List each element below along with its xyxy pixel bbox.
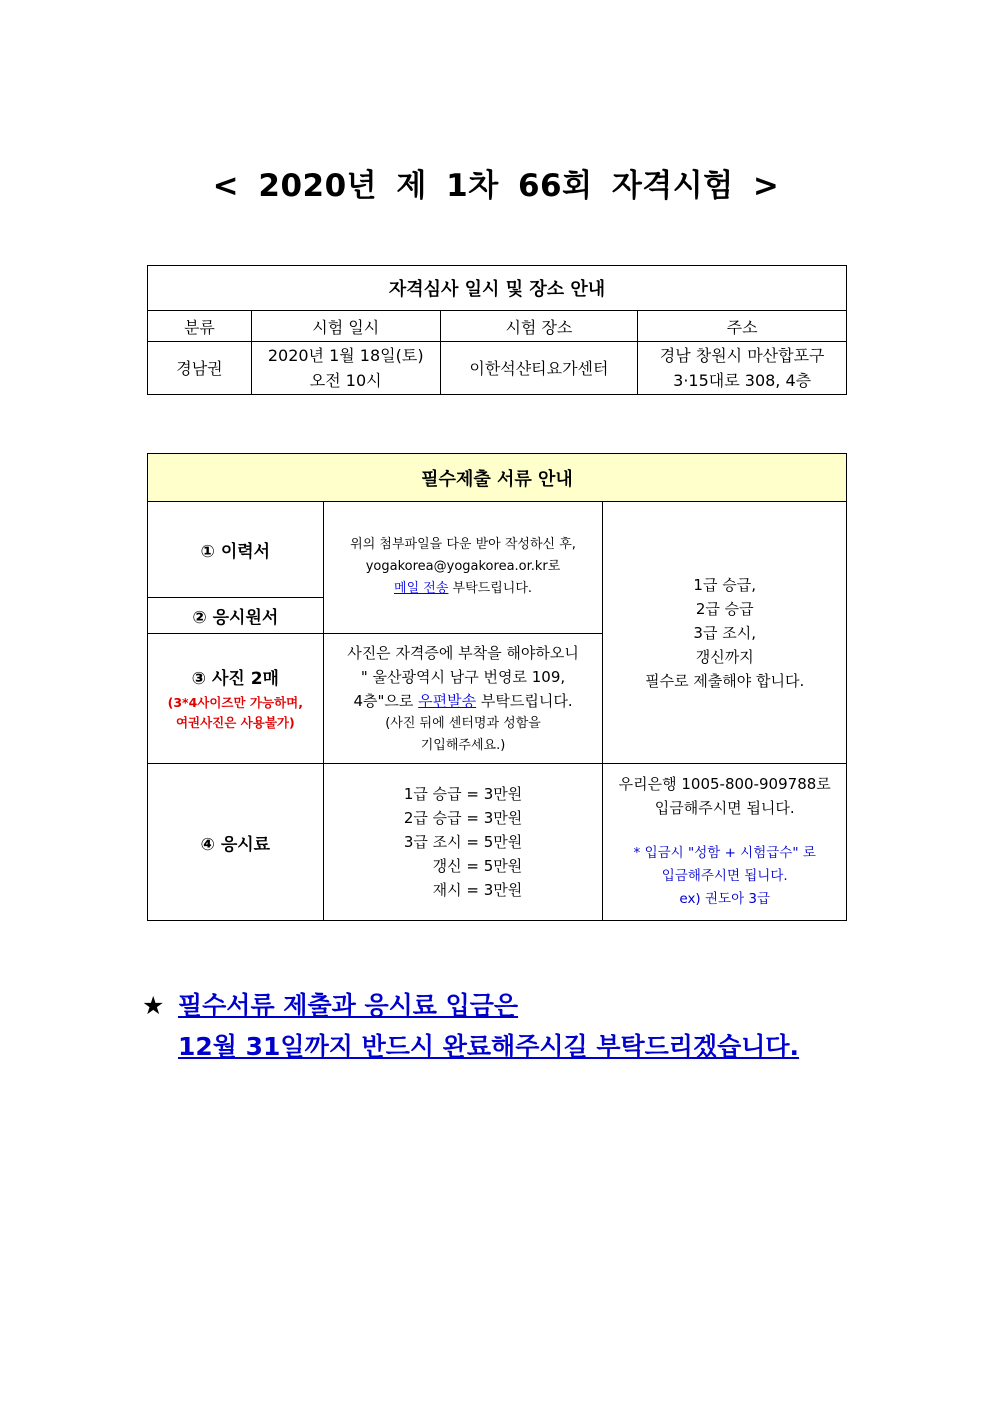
desc-tail: 부탁드립니다. [448,581,533,596]
schedule-heading: 자격심사 일시 및 장소 안내 [148,266,847,311]
photo-note-line: (3*4사이즈만 가능하며, [167,695,303,710]
cell-category: 경남권 [148,342,252,395]
cell-place: 이한석샨티요가센터 [440,342,638,395]
required-line: 갱신까지 [695,647,754,666]
date-line: 2020년 1월 18일(토) [267,346,424,365]
photo-desc-line: 기입해주세요.) [420,737,506,753]
deadline-notice [142,985,799,1067]
column-header-category: 분류 [148,311,252,342]
fee-list [404,782,522,902]
page-title: < 2020년 제 1차 66회 자격시험 > [212,168,780,204]
fee-line: 2급 승급 = 3만원 [403,809,523,827]
docs-heading: 필수제출 서류 안내 [148,454,847,502]
fee-line: 재시 = 3만원 [432,881,523,899]
item-fee-label: ④ 응시료 [148,764,324,921]
bank-note-line: ex) 권도아 3급 [679,891,771,907]
item-photo-label: ③ 사진 2매 [191,669,279,689]
item-resume-description [323,502,603,634]
required-line: 필수로 제출해야 합니다. [645,671,805,690]
notice-text: 필수서류 제출과 응시료 입금은 [178,991,519,1020]
item-photo-cell [148,634,324,764]
fee-line: 갱신 = 5만원 [432,857,523,875]
desc-line [324,578,603,600]
notice-text: 12월 31일까지 반드시 완료해주시길 부탁드리겠습니다. [178,1032,800,1061]
required-line: 1급 승급, [693,575,756,594]
bank-note-line: * 입금시 "성함 + 시험급수" 로 [633,845,816,861]
photo-desc-line: 사진은 자격증에 부착을 해야하오니 [347,643,579,662]
column-header-date: 시험 일시 [251,311,440,342]
required-line: 2급 승급 [695,599,754,618]
bank-info-cell [603,764,847,921]
column-header-address: 주소 [638,311,847,342]
bank-line: 우리은행 1005-800-909788로 [618,775,831,793]
cell-date [251,342,440,395]
photo-desc-line [324,689,603,713]
photo-desc-post: 부탁드립니다. [476,691,573,710]
photo-desc-pre: 4층"으로 [353,691,419,710]
photo-desc-line: " 울산광역시 남구 번영로 109, [360,667,566,686]
address-line: 3·15대로 308, 4층 [673,371,812,390]
fee-list-cell [323,764,603,921]
required-documents-table [147,453,847,921]
star-icon: ★ [142,991,165,1020]
column-header-place: 시험 장소 [440,311,638,342]
required-note-cell [603,502,847,764]
address-line: 경남 창원시 마산합포구 [659,346,825,365]
required-line: 3급 조시, [693,623,756,642]
item-application-label: ② 응시원서 [148,598,324,634]
cell-address [638,342,847,395]
desc-line: 위의 첨부파일을 다운 받아 작성하신 후, [350,537,576,552]
table-row [148,342,847,395]
photo-desc-line: (사진 뒤에 센터명과 성함을 [385,715,541,731]
time-line: 오전 10시 [309,371,382,390]
item-resume-label: ① 이력서 [148,502,324,598]
email-line: yogakorea@yogakorea.or.kr로 [365,559,561,574]
notice-line [142,1026,799,1067]
photo-note-line: 여권사진은 사용불가) [175,715,295,730]
item-photo-description [323,634,603,764]
mail-post-link[interactable]: 우편발송 [418,691,477,710]
exam-schedule-table [147,265,847,395]
fee-line: 1급 승급 = 3만원 [403,785,523,803]
fee-line: 3급 조시 = 5만원 [403,833,523,851]
send-email-link[interactable]: 메일 전송 [394,581,449,596]
bank-note-line: 입금해주시면 됩니다. [661,868,788,884]
bank-line: 입금해주시면 됩니다. [654,799,795,817]
notice-line [142,985,799,1026]
